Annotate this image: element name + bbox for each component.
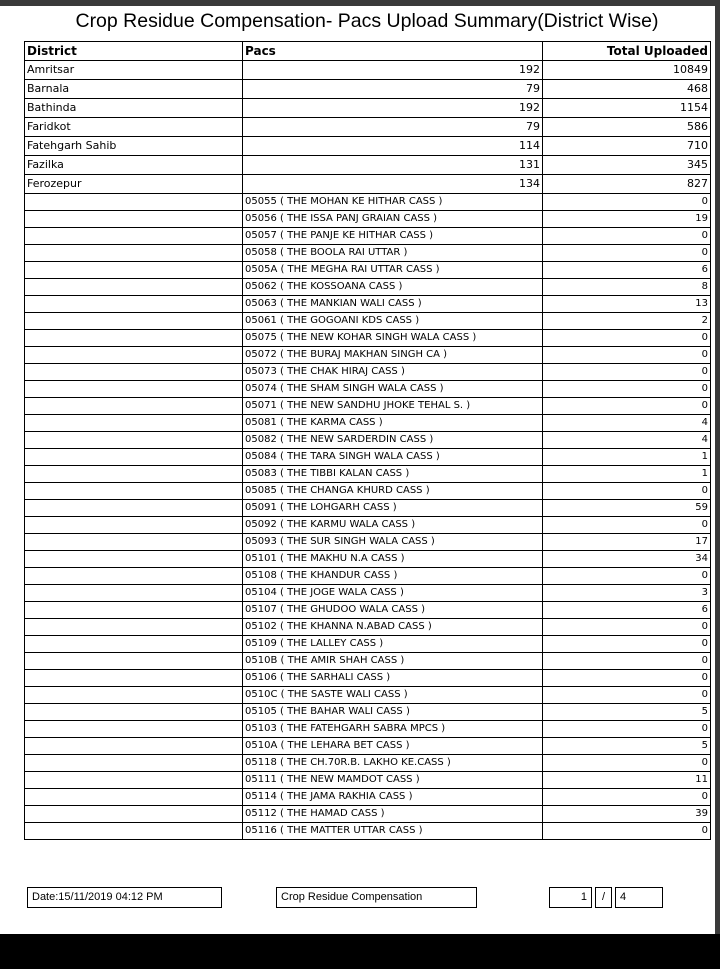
- total-uploaded-cell: 0: [543, 653, 711, 670]
- total-uploaded-cell: 39: [543, 806, 711, 823]
- pacs-name-cell: 05101 ( THE MAKHU N.A CASS ): [243, 551, 543, 568]
- pacs-name-cell: 05072 ( THE BURAJ MAKHAN SINGH CA ): [243, 347, 543, 364]
- table-row: [25, 61, 711, 80]
- pacs-name-cell: 05082 ( THE NEW SARDERDIN CASS ): [243, 432, 543, 449]
- pacs-name-cell: 05105 ( THE BAHAR WALI CASS ): [243, 704, 543, 721]
- district-cell: [25, 568, 243, 585]
- total-uploaded-cell: 0: [543, 619, 711, 636]
- pacs-name-cell: 05081 ( THE KARMA CASS ): [243, 415, 543, 432]
- pacs-count-cell: 79: [243, 118, 543, 137]
- pacs-name-cell: 05092 ( THE KARMU WALA CASS ): [243, 517, 543, 534]
- table-row: [25, 534, 711, 551]
- district-cell: [25, 432, 243, 449]
- pacs-name-cell: 05108 ( THE KHANDUR CASS ): [243, 568, 543, 585]
- district-cell: [25, 347, 243, 364]
- total-uploaded-cell: 0: [543, 483, 711, 500]
- total-uploaded-cell: 0: [543, 194, 711, 211]
- pacs-count-cell: 114: [243, 137, 543, 156]
- table-row: [25, 789, 711, 806]
- header-district: District: [25, 42, 243, 61]
- total-uploaded-cell: 19: [543, 211, 711, 228]
- pacs-name-cell: 05058 ( THE BOOLA RAI UTTAR ): [243, 245, 543, 262]
- table-body: [25, 61, 711, 840]
- pacs-name-cell: 05116 ( THE MATTER UTTAR CASS ): [243, 823, 543, 840]
- district-cell: [25, 789, 243, 806]
- total-uploaded-cell: 827: [543, 175, 711, 194]
- district-cell: [25, 670, 243, 687]
- total-uploaded-cell: 4: [543, 415, 711, 432]
- table-row: [25, 347, 711, 364]
- district-cell: [25, 279, 243, 296]
- table-row: [25, 432, 711, 449]
- total-uploaded-cell: 468: [543, 80, 711, 99]
- right-border: [715, 0, 720, 969]
- total-uploaded-cell: 0: [543, 721, 711, 738]
- pacs-name-cell: 05085 ( THE CHANGA KHURD CASS ): [243, 483, 543, 500]
- pacs-name-cell: 05062 ( THE KOSSOANA CASS ): [243, 279, 543, 296]
- footer-page-number: 1: [549, 887, 592, 908]
- footer-page-separator: /: [595, 887, 612, 908]
- table-row: [25, 483, 711, 500]
- table-row: [25, 738, 711, 755]
- district-cell: [25, 772, 243, 789]
- total-uploaded-cell: 0: [543, 517, 711, 534]
- total-uploaded-cell: 0: [543, 755, 711, 772]
- total-uploaded-cell: 11: [543, 772, 711, 789]
- header-pacs: Pacs: [243, 42, 543, 61]
- district-cell: [25, 534, 243, 551]
- table-row: [25, 296, 711, 313]
- pacs-count-cell: 131: [243, 156, 543, 175]
- table-row: [25, 245, 711, 262]
- district-cell: [25, 636, 243, 653]
- total-uploaded-cell: 0: [543, 568, 711, 585]
- total-uploaded-cell: 5: [543, 738, 711, 755]
- total-uploaded-cell: 0: [543, 398, 711, 415]
- table-row: [25, 415, 711, 432]
- district-cell: Fazilka: [25, 156, 243, 175]
- district-cell: [25, 296, 243, 313]
- district-cell: Ferozepur: [25, 175, 243, 194]
- table-row: [25, 80, 711, 99]
- district-cell: [25, 823, 243, 840]
- pacs-name-cell: 05118 ( THE CH.70R.B. LAKHO KE.CASS ): [243, 755, 543, 772]
- district-cell: [25, 483, 243, 500]
- pacs-name-cell: 05083 ( THE TIBBI KALAN CASS ): [243, 466, 543, 483]
- header-total-uploaded: Total Uploaded: [543, 42, 711, 61]
- pacs-name-cell: 0505A ( THE MEGHA RAI UTTAR CASS ): [243, 262, 543, 279]
- district-cell: [25, 738, 243, 755]
- table-row: [25, 228, 711, 245]
- table-row: [25, 262, 711, 279]
- table-row: [25, 194, 711, 211]
- table-row: [25, 211, 711, 228]
- table-row: [25, 364, 711, 381]
- table-row: [25, 118, 711, 137]
- total-uploaded-cell: 17: [543, 534, 711, 551]
- district-cell: [25, 500, 243, 517]
- total-uploaded-cell: 586: [543, 118, 711, 137]
- district-cell: [25, 517, 243, 534]
- district-cell: [25, 687, 243, 704]
- district-cell: Amritsar: [25, 61, 243, 80]
- table-row: [25, 568, 711, 585]
- total-uploaded-cell: 6: [543, 262, 711, 279]
- total-uploaded-cell: 1: [543, 466, 711, 483]
- district-cell: [25, 449, 243, 466]
- pacs-name-cell: 05074 ( THE SHAM SINGH WALA CASS ): [243, 381, 543, 398]
- table-row: [25, 279, 711, 296]
- table-row: [25, 156, 711, 175]
- table-row: [25, 313, 711, 330]
- pacs-name-cell: 0510B ( THE AMIR SHAH CASS ): [243, 653, 543, 670]
- total-uploaded-cell: 4: [543, 432, 711, 449]
- total-uploaded-cell: 5: [543, 704, 711, 721]
- report-title: Crop Residue Compensation- Pacs Upload Summary(District Wise): [75, 10, 659, 32]
- table-row: [25, 755, 711, 772]
- total-uploaded-cell: 34: [543, 551, 711, 568]
- district-cell: Barnala: [25, 80, 243, 99]
- pacs-count-cell: 79: [243, 80, 543, 99]
- pacs-name-cell: 05112 ( THE HAMAD CASS ): [243, 806, 543, 823]
- table-row: [25, 823, 711, 840]
- pacs-name-cell: 05111 ( THE NEW MAMDOT CASS ): [243, 772, 543, 789]
- district-cell: [25, 704, 243, 721]
- total-uploaded-cell: 0: [543, 347, 711, 364]
- pacs-count-cell: 192: [243, 99, 543, 118]
- district-cell: [25, 398, 243, 415]
- footer-report-name: Crop Residue Compensation: [276, 887, 477, 908]
- table-row: [25, 806, 711, 823]
- table-row: [25, 137, 711, 156]
- pacs-name-cell: 05103 ( THE FATEHGARH SABRA MPCS ): [243, 721, 543, 738]
- district-cell: [25, 245, 243, 262]
- total-uploaded-cell: 13: [543, 296, 711, 313]
- pacs-name-cell: 05093 ( THE SUR SINGH WALA CASS ): [243, 534, 543, 551]
- table-row: [25, 772, 711, 789]
- footer-total-pages: 4: [615, 887, 663, 908]
- district-cell: [25, 653, 243, 670]
- table-header-row: [25, 42, 711, 61]
- pacs-name-cell: 05109 ( THE LALLEY CASS ): [243, 636, 543, 653]
- pacs-name-cell: 05102 ( THE KHANNA N.ABAD CASS ): [243, 619, 543, 636]
- district-cell: Bathinda: [25, 99, 243, 118]
- table-row: [25, 721, 711, 738]
- pacs-name-cell: 05114 ( THE JAMA RAKHIA CASS ): [243, 789, 543, 806]
- total-uploaded-cell: 0: [543, 330, 711, 347]
- pacs-name-cell: 05056 ( THE ISSA PANJ GRAIAN CASS ): [243, 211, 543, 228]
- pacs-name-cell: 05075 ( THE NEW KOHAR SINGH WALA CASS ): [243, 330, 543, 347]
- total-uploaded-cell: 1: [543, 449, 711, 466]
- total-uploaded-cell: 8: [543, 279, 711, 296]
- district-cell: [25, 364, 243, 381]
- table-row: [25, 175, 711, 194]
- pacs-name-cell: 05057 ( THE PANJE KE HITHAR CASS ): [243, 228, 543, 245]
- district-cell: [25, 262, 243, 279]
- footer-date: Date:15/11/2019 04:12 PM: [27, 887, 222, 908]
- district-cell: [25, 194, 243, 211]
- district-cell: [25, 381, 243, 398]
- district-cell: Fatehgarh Sahib: [25, 137, 243, 156]
- district-cell: [25, 806, 243, 823]
- table-row: [25, 449, 711, 466]
- district-cell: [25, 330, 243, 347]
- total-uploaded-cell: 0: [543, 381, 711, 398]
- pacs-count-cell: 134: [243, 175, 543, 194]
- pacs-name-cell: 05084 ( THE TARA SINGH WALA CASS ): [243, 449, 543, 466]
- total-uploaded-cell: 10849: [543, 61, 711, 80]
- district-cell: [25, 755, 243, 772]
- table-row: [25, 619, 711, 636]
- pacs-name-cell: 05061 ( THE GOGOANI KDS CASS ): [243, 313, 543, 330]
- table-row: [25, 585, 711, 602]
- pacs-name-cell: 05063 ( THE MANKIAN WALI CASS ): [243, 296, 543, 313]
- table-row: [25, 704, 711, 721]
- table-row: [25, 551, 711, 568]
- total-uploaded-cell: 0: [543, 823, 711, 840]
- pacs-name-cell: 0510A ( THE LEHARA BET CASS ): [243, 738, 543, 755]
- pacs-count-cell: 192: [243, 61, 543, 80]
- pacs-name-cell: 05071 ( THE NEW SANDHU JHOKE TEHAL S. ): [243, 398, 543, 415]
- total-uploaded-cell: 1154: [543, 99, 711, 118]
- pacs-name-cell: 0510C ( THE SASTE WALI CASS ): [243, 687, 543, 704]
- table-row: [25, 381, 711, 398]
- bottom-border: [0, 934, 720, 969]
- total-uploaded-cell: 2: [543, 313, 711, 330]
- total-uploaded-cell: 0: [543, 364, 711, 381]
- total-uploaded-cell: 59: [543, 500, 711, 517]
- table-row: [25, 500, 711, 517]
- table-row: [25, 398, 711, 415]
- table-row: [25, 99, 711, 118]
- top-border: [0, 0, 720, 6]
- summary-table: [24, 41, 711, 840]
- pacs-name-cell: 05055 ( THE MOHAN KE HITHAR CASS ): [243, 194, 543, 211]
- district-cell: [25, 551, 243, 568]
- district-cell: [25, 313, 243, 330]
- district-cell: [25, 619, 243, 636]
- table-row: [25, 330, 711, 347]
- district-cell: [25, 228, 243, 245]
- district-cell: Faridkot: [25, 118, 243, 137]
- district-cell: [25, 415, 243, 432]
- table-row: [25, 466, 711, 483]
- total-uploaded-cell: 6: [543, 602, 711, 619]
- total-uploaded-cell: 3: [543, 585, 711, 602]
- pacs-name-cell: 05073 ( THE CHAK HIRAJ CASS ): [243, 364, 543, 381]
- table-row: [25, 602, 711, 619]
- total-uploaded-cell: 0: [543, 228, 711, 245]
- total-uploaded-cell: 0: [543, 636, 711, 653]
- table-row: [25, 517, 711, 534]
- total-uploaded-cell: 0: [543, 789, 711, 806]
- pacs-name-cell: 05106 ( THE SARHALI CASS ): [243, 670, 543, 687]
- district-cell: [25, 466, 243, 483]
- district-cell: [25, 721, 243, 738]
- pacs-name-cell: 05107 ( THE GHUDOO WALA CASS ): [243, 602, 543, 619]
- pacs-name-cell: 05091 ( THE LOHGARH CASS ): [243, 500, 543, 517]
- total-uploaded-cell: 710: [543, 137, 711, 156]
- district-cell: [25, 585, 243, 602]
- total-uploaded-cell: 0: [543, 245, 711, 262]
- table-row: [25, 670, 711, 687]
- table-row: [25, 687, 711, 704]
- total-uploaded-cell: 0: [543, 687, 711, 704]
- district-cell: [25, 602, 243, 619]
- total-uploaded-cell: 0: [543, 670, 711, 687]
- table-row: [25, 636, 711, 653]
- total-uploaded-cell: 345: [543, 156, 711, 175]
- pacs-name-cell: 05104 ( THE JOGE WALA CASS ): [243, 585, 543, 602]
- table-row: [25, 653, 711, 670]
- district-cell: [25, 211, 243, 228]
